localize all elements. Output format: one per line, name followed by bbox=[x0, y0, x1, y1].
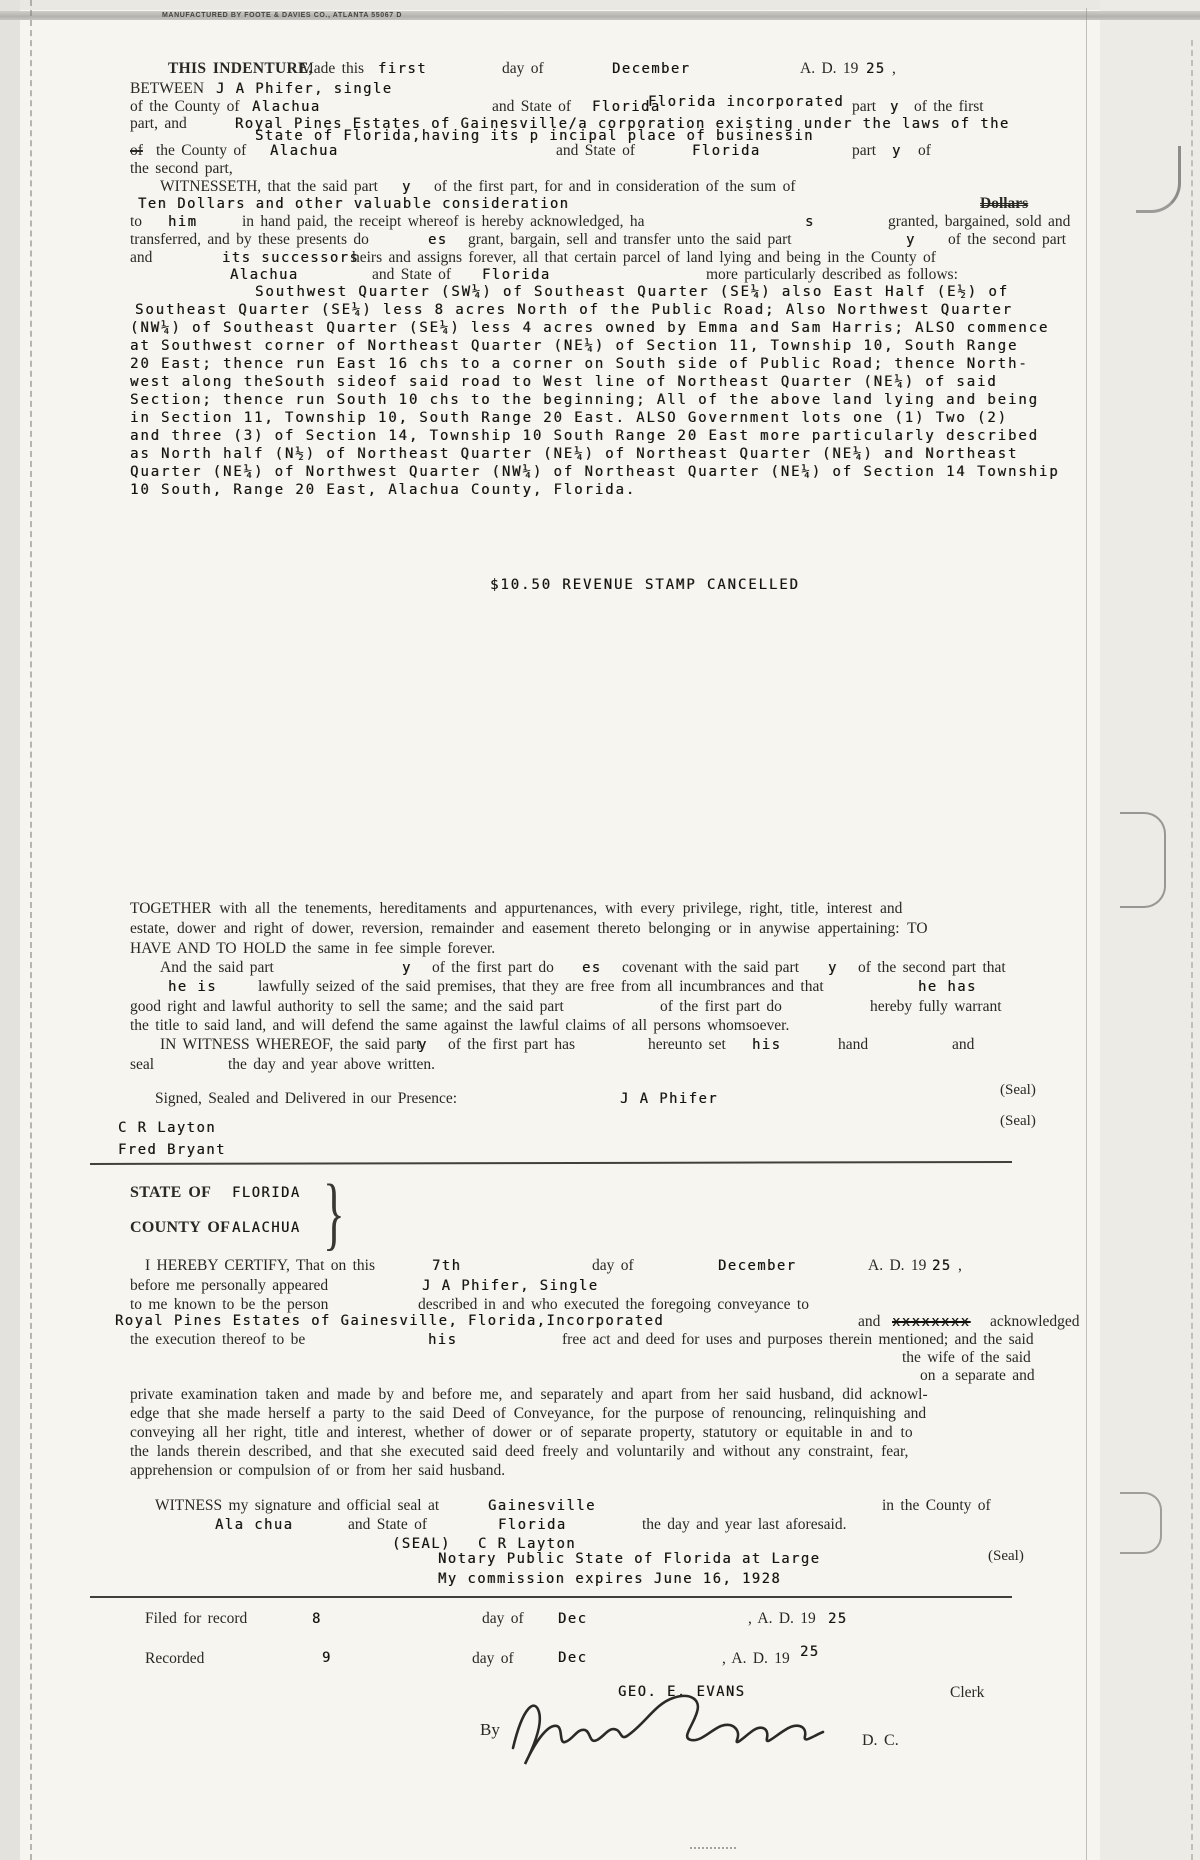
manufacturer-stamp: MANUFACTURED BY FOOTE & DAVIES CO., ATLANTA 55067 D bbox=[162, 12, 402, 19]
successors-fill: its successors bbox=[222, 250, 360, 266]
struck-form-text: of bbox=[130, 142, 143, 159]
form-text: and State of bbox=[348, 1516, 428, 1533]
party-suffix-fill: y bbox=[828, 960, 838, 976]
habendum-clause: HAVE AND TO HOLD the same in fee simple forever. bbox=[130, 940, 496, 957]
indenture-heading: THIS INDENTURE, bbox=[168, 60, 313, 77]
form-text: to bbox=[130, 213, 143, 230]
form-text: covenant with the said part bbox=[622, 959, 800, 976]
spouse-clause-line-2: edge that she made herself a party to the said Deed of Conveyance, for the purpose of renouncing, relinquishing and bbox=[130, 1405, 927, 1422]
verb-suffix-fill: es bbox=[582, 960, 602, 976]
legal-description-line-1: Southeast Quarter (SE¼) less 8 acres North of the Public Road; Also Northwest Quarter bbox=[135, 302, 1013, 318]
filed-label: Filed for record bbox=[145, 1610, 248, 1627]
form-text: day of bbox=[482, 1610, 524, 1627]
form-text: , bbox=[958, 1257, 962, 1274]
form-text: the day and year above written. bbox=[228, 1056, 436, 1073]
legal-description-line-0: Southwest Quarter (SW¼) of Southeast Quarter (SE¼) also East Half (E½) of bbox=[255, 284, 1009, 300]
scan-top-margin bbox=[0, 0, 1200, 10]
grantee-county-fill: Alachua bbox=[270, 143, 339, 159]
county-of-label: COUNTY OF bbox=[130, 1219, 231, 1236]
party-suffix-fill: y bbox=[906, 232, 916, 248]
grantor-county-fill: Alachua bbox=[252, 99, 321, 115]
clerk-label: Clerk bbox=[950, 1684, 985, 1701]
pronoun-fill: his bbox=[428, 1332, 458, 1348]
bottom-dotted-mark bbox=[690, 1847, 736, 1849]
form-text: of the second part that bbox=[858, 959, 1006, 976]
legal-description-line-10: Quarter (NE¼) of Northwest Quarter (NW¼) of Northeast Quarter (NE¼) of Section 14 Township bbox=[130, 464, 1060, 480]
filed-month-fill: Dec bbox=[558, 1611, 588, 1627]
form-text: day of bbox=[472, 1650, 514, 1667]
party-suffix-fill: y bbox=[418, 1037, 428, 1053]
form-text: in hand paid, the receipt whereof is hereby acknowledged, ha bbox=[242, 213, 645, 230]
by-label: By bbox=[480, 1720, 500, 1739]
grantee-name-fill: Royal Pines Estates of Gainesville/a corporation existing under the laws of the bbox=[235, 116, 1010, 132]
seal-city-fill: Gainesville bbox=[488, 1498, 596, 1514]
form-text: part bbox=[852, 98, 877, 115]
form-text: , A. D. 19 bbox=[748, 1610, 816, 1627]
form-text: day of bbox=[502, 60, 544, 77]
form-text: seal bbox=[130, 1056, 155, 1073]
grantee-name-fill-2: State of Florida,having its p incipal place of businessin bbox=[255, 128, 814, 144]
witness-signature-1: C R Layton bbox=[118, 1120, 217, 1136]
seal-label-2: (Seal) bbox=[1000, 1113, 1036, 1129]
notary-signature: C R Layton bbox=[478, 1536, 577, 1552]
form-text: and bbox=[952, 1036, 975, 1053]
grantor-name-fill: J A Phifer, single bbox=[216, 81, 393, 97]
form-text: the execution thereof to be bbox=[130, 1331, 306, 1348]
state-fill: FLORIDA bbox=[232, 1185, 301, 1201]
struck-dollars-word: Dollars bbox=[980, 195, 1029, 212]
form-text: hereby fully warrant bbox=[870, 998, 1002, 1015]
consideration-fill: Ten Dollars and other valuable consideration bbox=[138, 196, 570, 212]
form-text: , A. D. 19 bbox=[722, 1650, 790, 1667]
appearer-name-fill: J A Phifer, Single bbox=[422, 1278, 599, 1294]
spouse-clause-line-1: private examination taken and made by and before me, and separately and apart from her said husband, did acknowl- bbox=[130, 1386, 928, 1403]
verb-suffix-fill: es bbox=[428, 232, 448, 248]
form-text: granted, bargained, sold and bbox=[888, 213, 1071, 230]
commission-expiry: My commission expires June 16, 1928 bbox=[438, 1571, 782, 1587]
ack-year-fill: 25 bbox=[932, 1258, 952, 1274]
form-text: grant, bargain, sell and transfer unto the said part bbox=[468, 231, 792, 248]
form-text: the day and year last aforesaid. bbox=[642, 1516, 847, 1533]
form-text: acknowledged bbox=[990, 1313, 1080, 1330]
form-text: more particularly described as follows: bbox=[706, 266, 958, 283]
legal-description-line-9: as North half (N½) of Northeast Quarter (NE¼) of Northeast Quarter (NE¼) and Northeast bbox=[130, 446, 1019, 462]
form-text: on a separate and bbox=[920, 1367, 1035, 1384]
binder-mark-middle bbox=[1120, 812, 1166, 908]
deputy-clerk-signature bbox=[505, 1686, 865, 1776]
form-text: And the said part bbox=[160, 959, 274, 976]
form-text: in the County of bbox=[882, 1497, 991, 1514]
form-text: of the second part bbox=[948, 231, 1067, 248]
scan-left-margin bbox=[0, 0, 20, 1860]
form-text: part bbox=[852, 142, 877, 159]
conveyance-grantee-fill: Royal Pines Estates of Gainesville, Florida,Incorporated bbox=[115, 1313, 665, 1329]
form-text: before me personally appeared bbox=[130, 1277, 329, 1294]
form-text: A. D. 19 bbox=[868, 1257, 927, 1274]
ack-month-fill: December bbox=[718, 1258, 797, 1274]
form-text: BETWEEN bbox=[130, 80, 205, 97]
form-text: and State of bbox=[556, 142, 636, 159]
witness-signature-2: Fred Bryant bbox=[118, 1142, 226, 1158]
pronoun-fill: he has bbox=[918, 979, 977, 995]
state-of-label: STATE OF bbox=[130, 1184, 212, 1201]
revenue-stamp-note: $10.50 REVENUE STAMP CANCELLED bbox=[490, 577, 800, 593]
form-text: heirs and assigns forever, all that certain parcel of land lying and being in the County of bbox=[352, 249, 936, 266]
spouse-clause-line-5: apprehension or compulsion of or from her said husband. bbox=[130, 1462, 506, 1479]
form-text: of bbox=[918, 142, 931, 159]
legal-description-line-11: 10 South, Range 20 East, Alachua County, Florida. bbox=[130, 482, 637, 498]
verb-suffix-fill: s bbox=[805, 214, 815, 230]
recorded-month-fill: Dec bbox=[558, 1650, 588, 1666]
execution-day-fill: first bbox=[378, 61, 428, 77]
land-county-fill: Alachua bbox=[230, 267, 299, 283]
seal-label-1: (Seal) bbox=[1000, 1082, 1036, 1098]
seal-marker: (SEAL) bbox=[392, 1536, 451, 1552]
notary-title: Notary Public State of Florida at Large bbox=[438, 1551, 821, 1567]
form-text: and State of bbox=[492, 98, 572, 115]
scan-right-margin bbox=[1100, 0, 1200, 1860]
party-suffix-fill: y bbox=[892, 143, 902, 159]
seal-county-fill: Ala chua bbox=[215, 1517, 294, 1533]
pronoun-fill: him bbox=[168, 214, 198, 230]
witness-seal-clause: WITNESS my signature and official seal at bbox=[155, 1497, 440, 1514]
form-text: Made this bbox=[300, 60, 365, 77]
section-divider-rule bbox=[90, 1161, 1012, 1165]
form-text: , bbox=[892, 60, 896, 77]
form-text: of the County of bbox=[130, 98, 240, 115]
form-text: of the first bbox=[914, 98, 984, 115]
form-text: the County of bbox=[156, 142, 247, 159]
form-text: part, and bbox=[130, 115, 187, 132]
form-text: hand bbox=[838, 1036, 869, 1053]
recorded-day-fill: 9 bbox=[322, 1650, 332, 1666]
struck-word: xxxxxxxx bbox=[892, 1314, 971, 1330]
seal-state-fill: Florida bbox=[498, 1517, 567, 1533]
binder-mark-bottom bbox=[1120, 1492, 1162, 1554]
spouse-clause-line-4: the lands therein described, and that she executed said deed freely and voluntarily and without any constraint, fear, bbox=[130, 1443, 909, 1460]
form-text: the second part, bbox=[130, 160, 233, 177]
footer-divider-rule bbox=[90, 1596, 1012, 1598]
presence-clause: Signed, Sealed and Delivered in our Presence: bbox=[155, 1090, 458, 1107]
form-text: of the first part, for and in consideration of the sum of bbox=[434, 178, 796, 195]
legal-description-line-4: 20 East; thence run East 16 chs to a corner on South side of Public Road; thence North- bbox=[130, 356, 1029, 372]
party-suffix-fill: y bbox=[890, 99, 900, 115]
legal-description-line-5: west along theSouth sideof said road to West line of Northeast Quarter (NE¼) of said bbox=[130, 374, 998, 390]
legal-description-line-2: (NW¼) of Southeast Quarter (SE¼) less 4 acres owned by Emma and Sam Harris; ALSO commence bbox=[130, 320, 1050, 336]
form-text: transferred, and by these presents do bbox=[130, 231, 369, 248]
pronoun-fill: he is bbox=[168, 979, 218, 995]
overstrike-typed-text: Florida incorporated bbox=[648, 94, 845, 110]
legal-description-line-8: and three (3) of Section 14, Township 10 South Range 20 East more particularly described bbox=[130, 428, 1039, 444]
certify-clause: I HEREBY CERTIFY, That on this bbox=[145, 1257, 376, 1274]
form-text: free act and deed for uses and purposes therein mentioned; and the said bbox=[562, 1331, 1034, 1348]
pronoun-fill: his bbox=[752, 1037, 782, 1053]
form-text: and bbox=[858, 1313, 881, 1330]
filed-day-fill: 8 bbox=[312, 1611, 322, 1627]
county-fill: ALACHUA bbox=[232, 1220, 301, 1236]
legal-description-line-3: at Southwest corner of Northeast Quarter (NE¼) of Section 11, Township 10, South Range bbox=[130, 338, 1019, 354]
form-text: hereunto set bbox=[648, 1036, 726, 1053]
execution-month-fill: December bbox=[612, 61, 691, 77]
recorded-label: Recorded bbox=[145, 1650, 205, 1667]
form-text: and State of bbox=[372, 266, 452, 283]
left-fold-line bbox=[30, 0, 32, 1860]
seal-label-3: (Seal) bbox=[988, 1548, 1024, 1564]
warranty-clause: the title to said land, and will defend the same against the lawful claims of all persons whomsoever. bbox=[130, 1017, 790, 1034]
clerk-name: GEO. E. EVANS bbox=[618, 1684, 746, 1700]
legal-description-line-7: in Section 11, Township 10, South Range 20 East. ALSO Government lots one (1) Two (2) bbox=[130, 410, 1008, 426]
form-text: day of bbox=[592, 1257, 634, 1274]
party-suffix-fill: y bbox=[402, 960, 412, 976]
ack-day-fill: 7th bbox=[432, 1258, 462, 1274]
execution-year-fill: 25 bbox=[866, 61, 886, 77]
form-text: to me known to be the person bbox=[130, 1296, 329, 1313]
grantor-signature: J A Phifer bbox=[620, 1091, 719, 1107]
spouse-clause-line-3: conveying all her right, title and interest, whether of dower or of separate property, statutory or equitable in and to bbox=[130, 1424, 913, 1441]
witnesseth-clause: WITNESSETH, that the said part bbox=[160, 178, 378, 195]
together-clause-line-2: estate, dower and right of dower, reversion, remainder and easement thereto belonging or in anywise appertaining: TO bbox=[130, 920, 928, 937]
jurisdiction-brace: } bbox=[323, 1167, 345, 1258]
form-text: and bbox=[130, 249, 153, 266]
form-text: of the first part do bbox=[660, 998, 782, 1015]
deputy-clerk-label: D. C. bbox=[862, 1732, 899, 1749]
party-suffix-fill: y bbox=[402, 179, 412, 195]
grantor-state-fill: Florida bbox=[592, 99, 661, 115]
right-margin-line bbox=[1086, 8, 1087, 1860]
form-text: of the first part has bbox=[448, 1036, 576, 1053]
form-text: of the first part do bbox=[432, 959, 554, 976]
form-text: lawfully seized of the said premises, that they are free from all incumbrances and that bbox=[258, 978, 824, 995]
form-text: A. D. 19 bbox=[800, 60, 859, 77]
form-text: described in and who executed the foregoing conveyance to bbox=[418, 1296, 809, 1313]
recorded-year-fill: 25 bbox=[800, 1644, 820, 1660]
legal-description-line-6: Section; thence run South 10 chs to the beginning; All of the above land lying and being bbox=[130, 392, 1039, 408]
form-text: good right and lawful authority to sell the same; and the said part bbox=[130, 998, 564, 1015]
right-fold-line bbox=[1191, 40, 1193, 1860]
land-state-fill: Florida bbox=[482, 267, 551, 283]
filed-year-fill: 25 bbox=[828, 1611, 848, 1627]
in-witness-clause: IN WITNESS WHEREOF, the said part bbox=[160, 1036, 421, 1053]
together-clause-line-1: TOGETHER with all the tenements, hereditaments and appurtenances, with every privilege, right, title, interest and bbox=[130, 900, 903, 917]
grantee-state-fill: Florida bbox=[692, 143, 761, 159]
form-text: the wife of the said bbox=[902, 1349, 1031, 1366]
